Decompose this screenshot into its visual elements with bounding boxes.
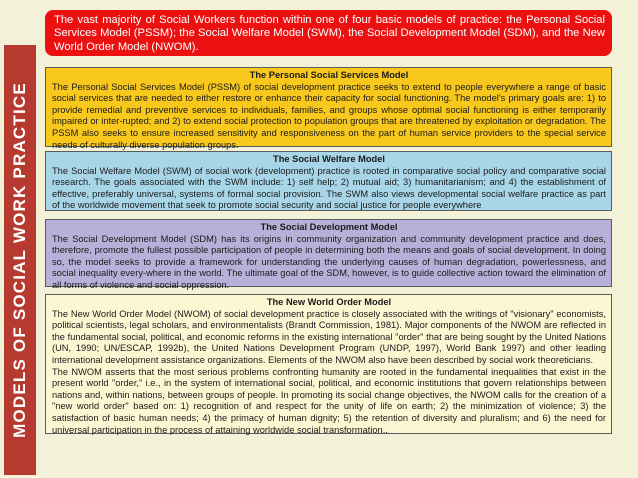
- swm-section: [45, 151, 612, 211]
- pssm-body: The Personal Social Services Model (PSSM) of social development practice seeks to extend to people everywhere a range of basic social services that are needed to either restore or enhance their capacity for social functioning. The model's primary goals are: 1) to provide remedial and preventive services to individuals, families, and groups whose optimal social functioning is either temporarily impaired or inter-rupted; and 2) to extend social protection to population groups that are threatened by exploitation or degradation. The PSSM also seeks to ensure increased sensitivity and responsiveness on the part of human service providers to the special service needs of culturally diverse population groups.: [52, 81, 606, 150]
- nwom-section: [45, 294, 612, 434]
- swm-title: The Social Welfare Model: [273, 154, 385, 164]
- sidebar-title-bar: [4, 45, 36, 475]
- intro-banner: The vast majority of Social Workers function within one of four basic models of practice: the Personal Social Services Model (PSSM); the Social Welfare Model (SWM), the Social Development Model (SDM), and the New World Order Model (NWOM).: [45, 10, 612, 56]
- sdm-title: The Social Development Model: [260, 222, 398, 232]
- nwom-title: The New World Order Model: [266, 297, 392, 307]
- nwom-body-paragraph-2: The NWOM asserts that the most serious problems confronting humanity are rooted in the fundamental inequalities that exist in the present world "order," i.e., in the system of international social, political, and economic institutions that govern relationships between nations and, within nations, between groups of people. In promoting its social change objectives, the NWOM calls for the creation of a "new world order" based on: 1) recognition of and respect for the unity of life on earth; 2) the minimization of violence; 3) the satisfaction of basic human needs; 4) the primacy of human dignity; 5) the retention of diversity and pluralism; and 6) the need for universal participation in the process of attaining worldwide social transformation..: [52, 366, 606, 435]
- pssm-section: [45, 67, 612, 150]
- pssm-title: The Personal Social Services Model: [249, 70, 409, 80]
- sdm-body: The Social Development Model (SDM) has its origins in community organization and community development practice and does, therefore, promote the fullest possible participation of people in determining both the means and goals of social development. In doing so, the model seeks to provide a framework for understanding the underlying causes of human degradation, powerlessness, and social inequality every-where in the world. The ultimate goal of the SDM, however, is to guide collective action toward the elimination of all forms of violence and social oppression.: [52, 233, 606, 290]
- sdm-section: [45, 219, 612, 290]
- nwom-body-paragraph-1: The New World Order Model (NWOM) of social development practice is closely associated with the writings of "visionary" economists, political scientists, legal scholars, and environmentalists (Brandt Commission, 1981). Major components of the NWOM are reflected in the fundamental social, political, and economic reforms in the existing international "order" that are being sought by the United Nations (UN, 1990; UN/ESCAP, 1992b), the United Nations Development Program (UNDP, 1997), World Bank 1997) and other leading international development assistance organizations. Elements of the NWOM also have been described by social work theoreticians.: [52, 308, 606, 365]
- swm-body: The Social Welfare Model (SWM) of social work (development) practice is rooted in comparative social policy and comparative social research. The goals associated with the SWM include: 1) self help; 2) mutual aid; 3) humanitarianism; and 4) the establishment of effective, preferably universal, systems of formal social provision. The SWM also views developmental social welfare practice as part of the worldwide movement that seek to promote social security and social justice for people everywhere: [52, 165, 606, 211]
- sidebar-title: MODELS OF SOCIAL WORK PRACTICE: [10, 82, 30, 438]
